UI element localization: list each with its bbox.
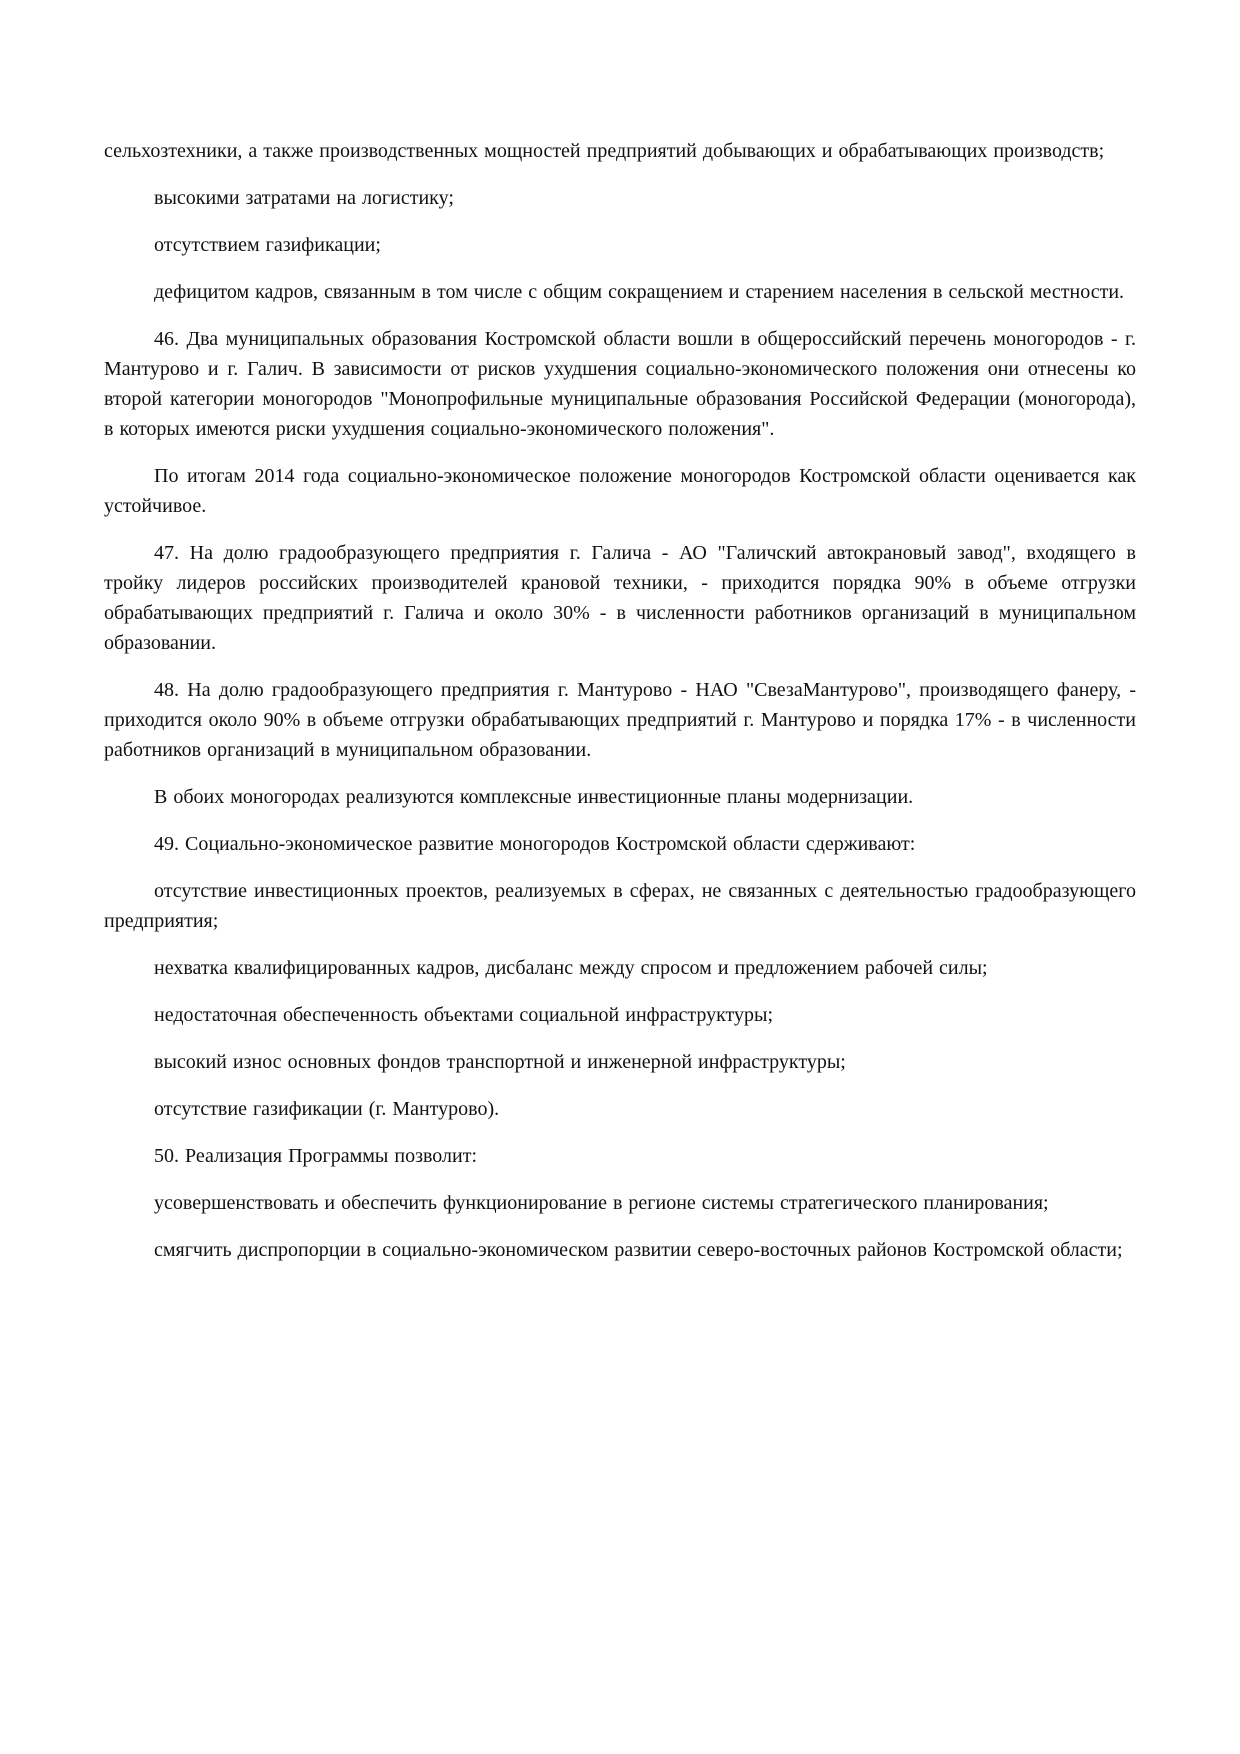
paragraph: 48. На долю градообразующего предприятия г. Мантурово - НАО "СвезаМантурово", производящего фанеру, - приходится около 90% в объеме отгрузки обрабатывающих предприятий г. Мантурово и порядка 17% - в численности работников организаций в муниципальном образовании. [104,679,1136,761]
paragraph: отсутствие газификации (г. Мантурово). [154,1098,500,1120]
paragraph: усовершенствовать и обеспечить функционирование в регионе системы стратегического планирования; [154,1192,1049,1214]
paragraph: В обоих моногородах реализуются комплексные инвестиционные планы модернизации. [154,786,914,808]
paragraph: нехватка квалифицированных кадров, дисбаланс между спросом и предложением рабочей силы; [154,957,988,979]
paragraph: отсутствие инвестиционных проектов, реализуемых в сферах, не связанных с деятельностью градообразующего предприятия; [104,880,1136,932]
paragraph: По итогам 2014 года социально-экономическое положение моногородов Костромской области оценивается как устойчивое. [104,465,1136,517]
paragraph: отсутствием газификации; [154,234,381,256]
paragraph: сельхозтехники, а также производственных мощностей предприятий добывающих и обрабатывающих производств; [104,140,1105,162]
paragraph: высокими затратами на логистику; [154,187,454,209]
document-body [104,136,1136,1265]
paragraph: смягчить диспропорции в социально-экономическом развитии северо-восточных районов Костромской области; [154,1239,1123,1261]
paragraph: недостаточная обеспеченность объектами социальной инфраструктуры; [154,1004,774,1026]
paragraph: высокий износ основных фондов транспортной и инженерной инфраструктуры; [154,1051,846,1073]
paragraph: дефицитом кадров, связанным в том числе с общим сокращением и старением населения в сельской местности. [154,281,1125,303]
paragraph: 49. Социально-экономическое развитие моногородов Костромской области сдерживают: [154,833,916,855]
paragraph: 46. Два муниципальных образования Костромской области вошли в общероссийский перечень моногородов - г. Мантурово и г. Галич. В зависимости от рисков ухудшения социально-экономического положения они отнесены ко второй категории моногородов "Монопрофильные муниципальные образования Российской Федерации (моногорода), в которых имеются риски ухудшения социально-экономического положения". [104,328,1136,440]
paragraph: 50. Реализация Программы позволит: [154,1145,477,1167]
paragraph: 47. На долю градообразующего предприятия г. Галича - АО "Галичский автокрановый завод", входящего в тройку лидеров российских производителей крановой техники, - приходится порядка 90% в объеме отгрузки обрабатывающих предприятий г. Галича и около 30% - в численности работников организаций в муниципальном образовании. [104,542,1136,654]
